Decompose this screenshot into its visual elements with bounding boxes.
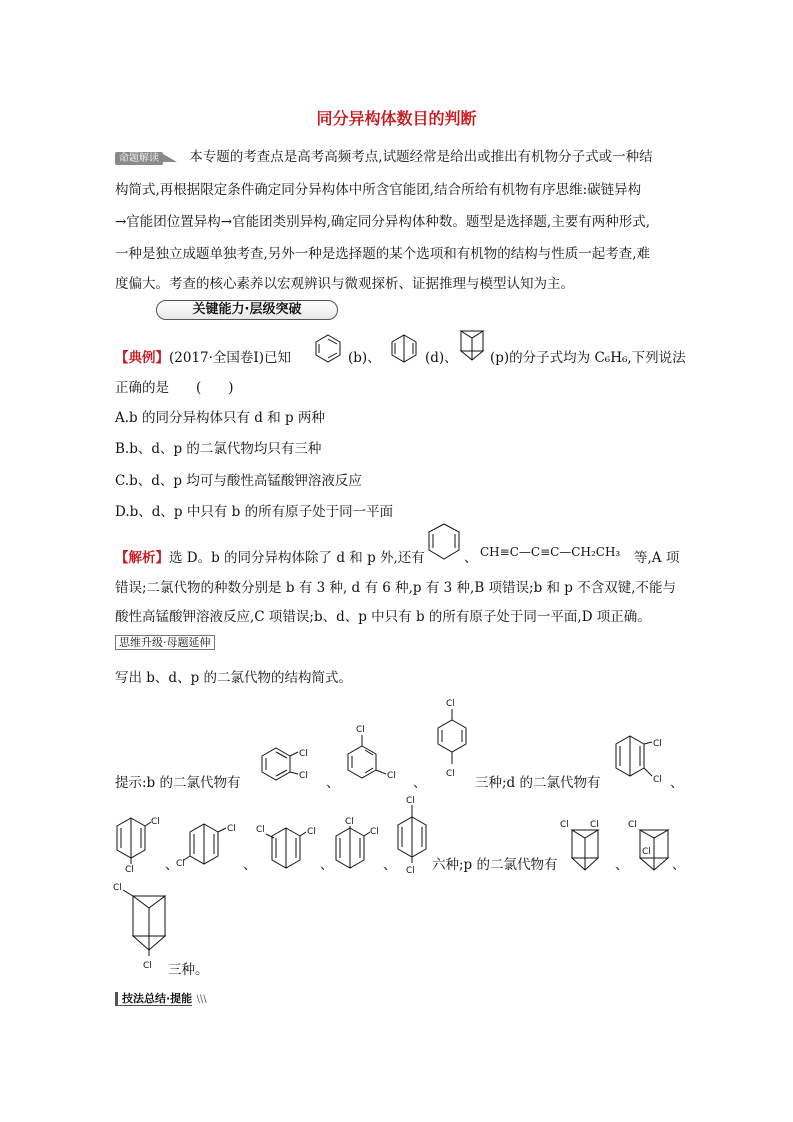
d-dichloride-3-icon bbox=[176, 818, 240, 874]
option-c: C.b、d、p 均可与酸性高锰酸钾溶液反应 bbox=[115, 473, 362, 489]
analysis-chain: CH≡C—C≡C—CH₂CH₃ bbox=[480, 545, 621, 559]
hint-three: 三种。 bbox=[168, 962, 209, 978]
cl-label: Cl bbox=[653, 739, 662, 749]
hint-sep-2: 、 bbox=[413, 775, 427, 791]
analysis-sep: 、 bbox=[464, 550, 478, 566]
cl-label: Cl bbox=[387, 771, 396, 781]
b-dichloride-ortho-icon bbox=[260, 746, 320, 782]
hint-sep-9: 、 bbox=[672, 857, 686, 873]
intro-line-2: 构简式,再根据限定条件确定同分异构体中所含官能团,结合所给有机物有序思维:碳链异构 bbox=[115, 182, 642, 198]
option-d: D.b、d、p 中只有 b 的所有原子处于同一平面 bbox=[115, 504, 394, 520]
cl-label: Cl bbox=[370, 827, 379, 837]
tag-arrow-icon bbox=[163, 154, 177, 162]
footer-tag-wrap bbox=[115, 990, 207, 1006]
d-dichloride-6-icon bbox=[396, 793, 432, 875]
intro-line-4: 一种是独立成题单独考查,另外一种是选择题的某个选项和有机物的结构与性质一起考查,难 bbox=[115, 246, 651, 262]
cl-label: Cl bbox=[307, 827, 316, 837]
cl-label: Cl bbox=[628, 820, 637, 830]
p-dichloride-2-icon bbox=[628, 816, 678, 878]
cl-label: Cl bbox=[446, 769, 455, 779]
analysis-line-1 bbox=[115, 546, 425, 566]
hint-sep-1: 、 bbox=[326, 775, 340, 791]
analysis-line-1a: 选 D。b 的同分异构体除了 d 和 p 外,还有 bbox=[169, 550, 425, 566]
cl-label: Cl bbox=[446, 699, 455, 709]
option-b: B.b、d、p 的二氯代物均只有三种 bbox=[115, 441, 322, 457]
section-banner: 关键能力·层级突破 bbox=[156, 300, 338, 320]
cl-label: Cl bbox=[406, 866, 415, 876]
example-bracket: 【典例】 bbox=[115, 350, 169, 366]
p-dichloride-1-icon bbox=[560, 818, 610, 878]
hint-sep-4: 、 bbox=[165, 857, 179, 873]
page-title: 同分异构体数目的判断 bbox=[316, 109, 477, 128]
footer-slashes-icon: \\\ bbox=[196, 994, 207, 1005]
analysis-line-2: 错误;二氯代物的种数分别是 b 有 3 种, d 有 6 种,p 有 3 种,B 项错误;b 和 p 不含双键,不能与 bbox=[115, 580, 677, 596]
cl-label: Cl bbox=[642, 847, 651, 857]
extension-prompt: 写出 b、d、p 的二氯代物的结构简式。 bbox=[115, 670, 353, 686]
b-dichloride-meta-icon bbox=[346, 722, 410, 784]
example-p-label: (p)的分子式均为 C₆H₆,下列说法 bbox=[490, 350, 686, 366]
intro-tag: 命题解读 bbox=[115, 152, 163, 165]
option-a: A.b 的同分异构体只有 d 和 p 两种 bbox=[115, 410, 325, 426]
example-line-1 bbox=[115, 346, 291, 366]
example-b-label: (b)、 bbox=[348, 350, 381, 366]
cl-label: Cl bbox=[345, 817, 354, 827]
d-dichloride-4-icon bbox=[256, 822, 322, 874]
cl-label: Cl bbox=[227, 824, 236, 834]
intro-first-line bbox=[115, 145, 653, 165]
cl-label: Cl bbox=[256, 825, 265, 835]
cl-label: Cl bbox=[560, 820, 569, 830]
cl-label: Cl bbox=[125, 865, 134, 875]
hint-sep-3: 、 bbox=[670, 775, 684, 791]
hint-six: 六种;p 的二氯代物有 bbox=[432, 857, 558, 873]
d-dichloride-1-icon bbox=[616, 734, 676, 786]
cl-label: Cl bbox=[176, 859, 185, 869]
footer-tag: 技法总结·提能 bbox=[115, 992, 192, 1006]
dewar-benzene-structure-icon bbox=[389, 333, 419, 363]
hint-sep-7: 、 bbox=[383, 857, 397, 873]
cl-label: Cl bbox=[406, 796, 415, 806]
cl-label: Cl bbox=[590, 820, 599, 830]
cyclohexadiene-structure-icon bbox=[426, 522, 462, 562]
cl-label: Cl bbox=[299, 771, 308, 781]
analysis-line-1b: 等,A 项 bbox=[634, 550, 680, 566]
hint-sep-6: 、 bbox=[320, 857, 334, 873]
hint-sep-5: 、 bbox=[243, 857, 257, 873]
d-dichloride-2-icon bbox=[117, 812, 165, 875]
cl-label: Cl bbox=[143, 961, 152, 971]
analysis-line-3: 酸性高锰酸钾溶液反应,C 项错误;b、d、p 中只有 b 的所有原子处于同一平面,D 项正确。 bbox=[115, 609, 651, 625]
cl-label: Cl bbox=[356, 725, 365, 735]
intro-line-1: 本专题的考查点是高考高频考点,试题经常是给出或推出有机物分子式或一种结 bbox=[189, 149, 653, 165]
prismane-structure-icon bbox=[458, 328, 486, 364]
extension-tag-wrap bbox=[115, 634, 215, 650]
cl-label: Cl bbox=[653, 775, 662, 785]
example-d-label: (d)、 bbox=[425, 350, 458, 366]
hint-sep-8: 、 bbox=[615, 857, 629, 873]
intro-line-3: →官能团位置异构→官能团类别异构,确定同分异构体种数。题型是选择题,主要有两种形式, bbox=[115, 214, 650, 230]
b-dichloride-para-icon bbox=[432, 696, 472, 784]
hint-a: 提示:b 的二氯代物有 bbox=[115, 775, 241, 791]
cl-label: Cl bbox=[299, 749, 308, 759]
d-dichloride-5-icon bbox=[334, 814, 384, 874]
example-source: (2017·全国卷Ⅰ)已知 bbox=[169, 350, 292, 366]
example-line-2: 正确的是 ( ) bbox=[115, 380, 234, 396]
hint-b: 三种;d 的二氯代物有 bbox=[475, 775, 601, 791]
extension-tag: 思维升级·母题延伸 bbox=[115, 635, 215, 650]
intro-line-5: 度偏大。考查的核心素养以宏观辨识与微观探析、证据推理与模型认知为主。 bbox=[115, 276, 574, 292]
analysis-bracket: 【解析】 bbox=[115, 550, 169, 566]
cl-label: Cl bbox=[151, 817, 160, 827]
benzene-structure-icon bbox=[313, 333, 343, 363]
cl-label: Cl bbox=[113, 883, 122, 893]
